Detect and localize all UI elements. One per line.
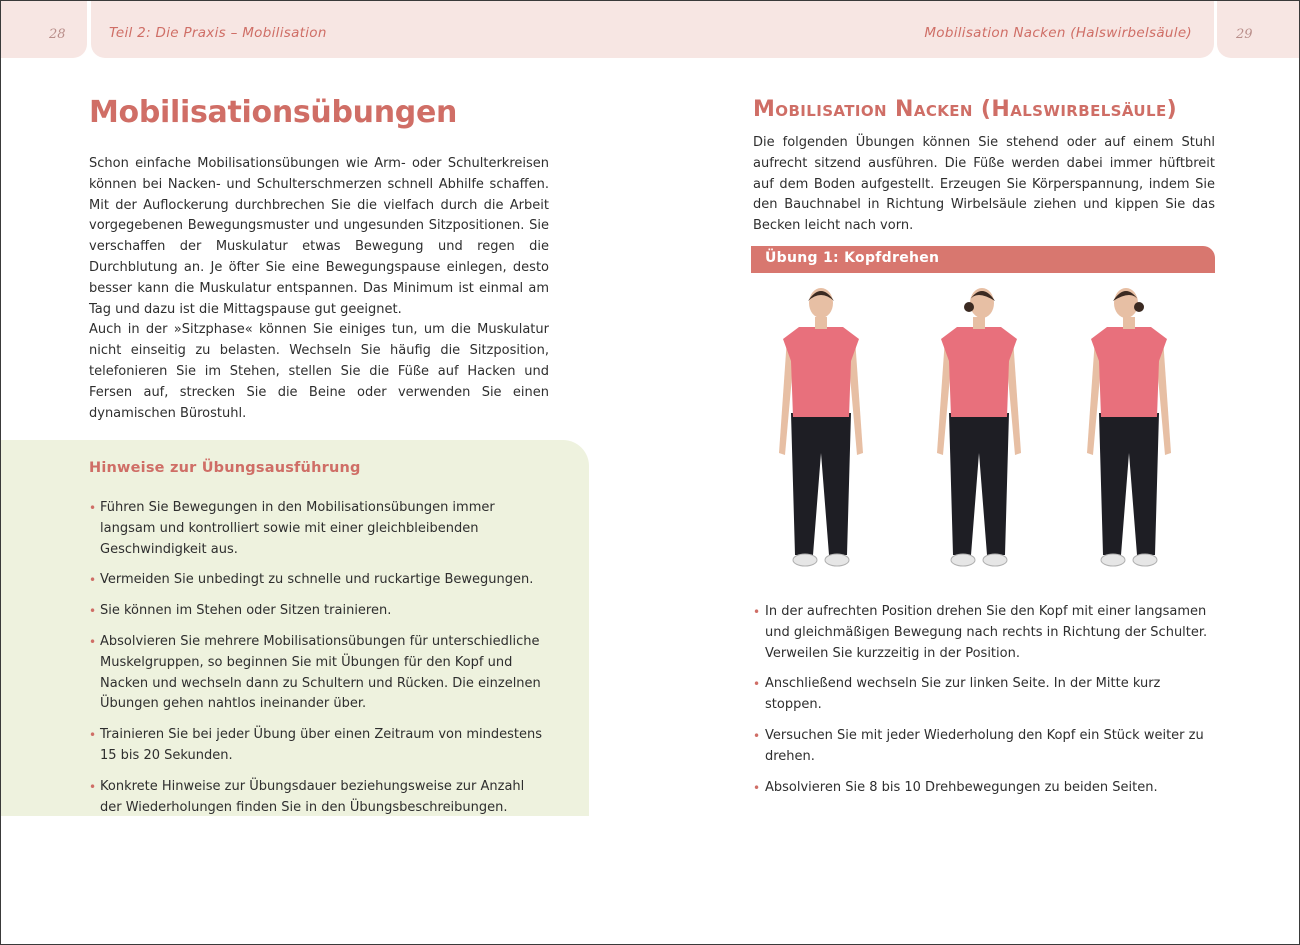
- page-number-left: 28: [49, 27, 66, 42]
- list-item: • In der aufrechten Position drehen Sie den Kopf mit einer langsamen und gleichmäßigen Bewegung nach rechts in Richtung der Schulter. Verweilen Sie kurzzeitig in der Position.: [753, 602, 1215, 664]
- exercise-photo: [751, 283, 1215, 588]
- list-item: • Führen Sie Bewegungen in den Mobilisationsübungen immer langsam und kontrolliert sowie mit einer gleichbleibenden Geschwindigkeit aus.: [89, 498, 549, 560]
- running-head-left: Teil 2: Die Praxis – Mobilisation: [109, 25, 327, 41]
- list-item: • Konkrete Hinweise zur Übungsdauer beziehungsweise zur Anzahl der Wiederholungen finden Sie in den Übungsbeschreibungen.: [89, 777, 549, 819]
- exercise-steps: [753, 602, 1215, 808]
- shirt: [783, 327, 859, 417]
- list-item: • Absolvieren Sie mehrere Mobilisationsübungen für unterschiedliche Muskelgruppen, so beginnen Sie mit Übungen für den Kopf und Nacken und wechseln dann zu Schultern und Rücken. Die einzelnen Übungen gehen nahtlos ineinander über.: [89, 632, 549, 715]
- hair-bun: [964, 302, 974, 312]
- hair-bun: [1134, 302, 1144, 312]
- header-page-tab-right: [1217, 1, 1299, 58]
- intro-text: [89, 154, 549, 424]
- neck: [815, 317, 827, 329]
- intro-paragraph: Auch in der »Sitzphase« können Sie einiges tun, um die Muskulatur nicht einseitig zu belasten. Wechseln Sie häufig die Sitzposition, telefonieren Sie im Stehen, stellen Sie die Füße auf Hacken und Fersen auf, strecken Sie die Beine oder verwenden Sie einen dynamischen Bürostuhl.: [89, 322, 549, 421]
- header-title-tab-left: [91, 1, 651, 58]
- intro-paragraph: Schon einfache Mobilisationsübungen wie Arm- oder Schulterkreisen können bei Nacken- und Schulterschmerzen schnell Abhilfe schaffen. Mit der Auflockerung durchbrechen Sie die vielfach durch die Arbeit vorgegebenen Bewegungsmuster und ungesunden Sitzpositionen. Sie verschaffen der Muskulatur etwas Bewegung und regen die Durchblutung an. Je öfter Sie eine Bewegungspause einlegen, desto besser kann die Muskulatur entspannen. Das Minimum ist einmal am Tag und dazu ist die Mittagspause gut geeignet.: [89, 156, 549, 317]
- shoe: [793, 554, 817, 566]
- exercise-title: Übung 1: Kopfdrehen: [765, 250, 940, 266]
- shirt: [941, 327, 1017, 417]
- list-item: • Vermeiden Sie unbedingt zu schnelle und ruckartige Bewegungen.: [89, 570, 549, 591]
- running-head-right: Mobilisation Nacken (Halswirbelsäule): [924, 25, 1192, 41]
- shoe: [825, 554, 849, 566]
- tips-title: Hinweise zur Übungsausführung: [89, 460, 361, 476]
- section-heading: Mobilisation Nacken (Halswirbelsäule): [753, 97, 1178, 122]
- shoe: [951, 554, 975, 566]
- tips-list: [89, 498, 549, 828]
- header-page-tab-left: [1, 1, 87, 58]
- exercise-title-bar: [751, 246, 1215, 273]
- header-title-tab-right: [651, 1, 1214, 58]
- shoe: [1101, 554, 1125, 566]
- shirt: [1091, 327, 1167, 417]
- neck: [973, 317, 985, 329]
- page-number-right: 29: [1236, 27, 1253, 42]
- section-intro: Die folgenden Übungen können Sie stehend oder auf einem Stuhl aufrecht sitzend ausführen. Die Füße werden dabei immer hüftbreit auf dem Boden aufgestellt. Erzeugen Sie Körperspannung, indem Sie den Bauchnabel in Richtung Wirbelsäule ziehen und kippen Sie das Becken leicht nach vorn.: [753, 135, 1215, 234]
- list-item: • Absolvieren Sie 8 bis 10 Drehbewegungen zu beiden Seiten.: [753, 778, 1215, 799]
- list-item: • Trainieren Sie bei jeder Übung über einen Zeitraum von mindestens 15 bis 20 Sekunden.: [89, 725, 549, 767]
- neck: [1123, 317, 1135, 329]
- list-item: • Anschließend wechseln Sie zur linken Seite. In der Mitte kurz stoppen.: [753, 674, 1215, 716]
- shoe: [1133, 554, 1157, 566]
- shoe: [983, 554, 1007, 566]
- list-item: • Versuchen Sie mit jeder Wiederholung den Kopf ein Stück weiter zu drehen.: [753, 726, 1215, 768]
- list-item: • Sie können im Stehen oder Sitzen trainieren.: [89, 601, 549, 622]
- page-title: Mobilisationsübungen: [89, 95, 458, 130]
